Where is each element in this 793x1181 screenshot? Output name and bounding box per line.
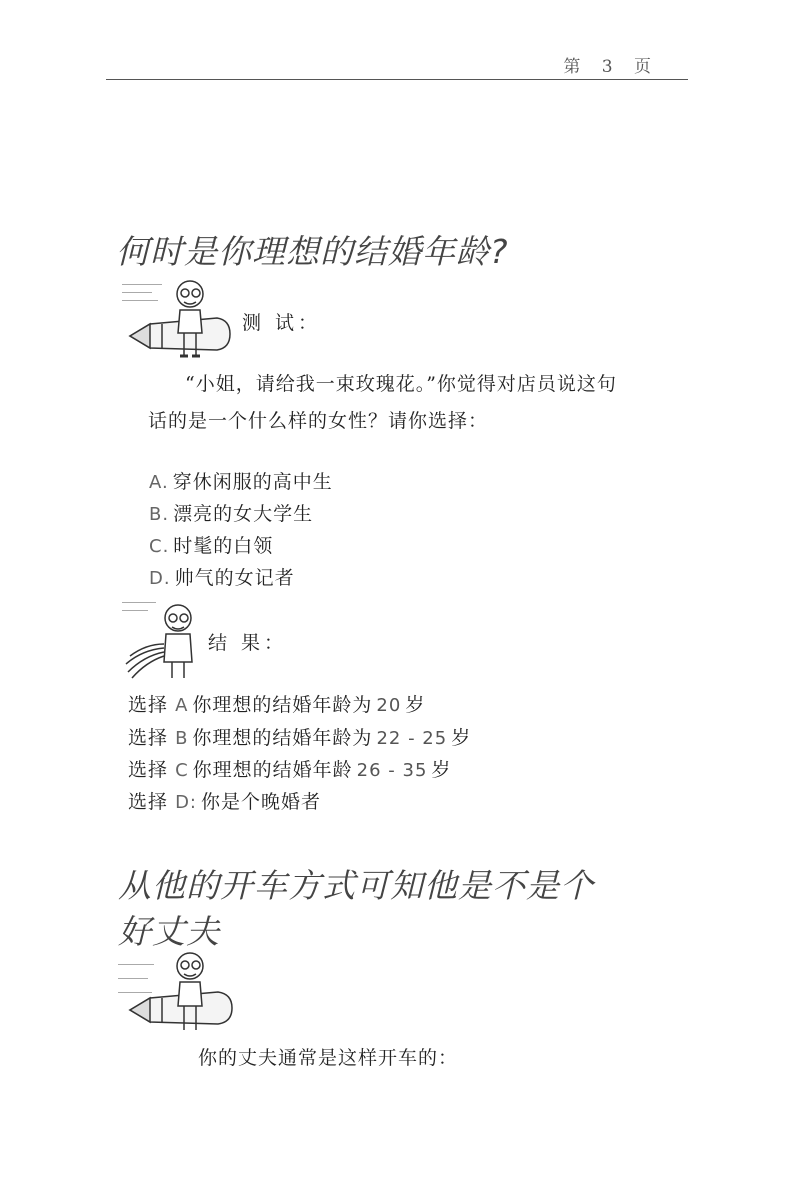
- result-suffix: 岁: [451, 727, 472, 749]
- result-row-c: [128, 755, 451, 782]
- section2-title-line-2: 好丈夫: [118, 912, 220, 951]
- result-row-b: [128, 723, 471, 750]
- result-prefix: 选择: [128, 791, 169, 813]
- result-row-d: [128, 787, 321, 814]
- section2-title-line-1: 从他的开车方式可知他是不是个: [118, 866, 594, 905]
- result-suffix: 岁: [405, 694, 426, 716]
- page-number: [551, 52, 653, 77]
- result-label: 结 果：: [208, 632, 288, 654]
- page-label-prefix: 第: [563, 57, 583, 77]
- option-letter: D.: [149, 568, 171, 589]
- result-suffix: 岁: [431, 759, 452, 781]
- result-letter: B: [175, 728, 189, 749]
- option-b: [149, 499, 313, 526]
- page-label-suffix: 页: [634, 57, 653, 77]
- result-age: 20: [376, 695, 402, 716]
- result-text: 你理想的结婚年龄为: [192, 694, 373, 716]
- result-age: 26 - 35: [356, 760, 428, 781]
- result-letter: C: [175, 760, 189, 781]
- result-row-a: [128, 690, 425, 717]
- result-prefix: 选择: [128, 694, 169, 716]
- section1-title: 何时是你理想的结婚年龄?: [116, 232, 509, 271]
- boy-with-pencil-illustration: [122, 278, 240, 362]
- option-letter: A.: [149, 472, 169, 493]
- option-c: [149, 531, 273, 558]
- result-text: 你理想的结婚年龄: [192, 759, 353, 781]
- question-line-2: 话的是一个什么样的女性？请你选择：: [148, 410, 489, 432]
- option-a: [149, 467, 333, 494]
- result-prefix: 选择: [128, 727, 169, 749]
- option-text: 穿休闲服的高中生: [172, 471, 333, 493]
- result-prefix: 选择: [128, 759, 169, 781]
- page-number-value: 3: [601, 57, 615, 77]
- boy-with-duster-illustration: [122, 600, 212, 682]
- option-text: 帅气的女记者: [174, 567, 295, 589]
- section2-intro: 你的丈夫通常是这样开车的：: [198, 1047, 459, 1069]
- result-text: 你是个晚婚者: [201, 791, 322, 813]
- option-text: 时髦的白领: [173, 535, 274, 557]
- result-letter: D:: [175, 792, 197, 813]
- option-letter: C.: [149, 536, 170, 557]
- boy-with-pencil-illustration-2: [118, 950, 240, 1034]
- option-text: 漂亮的女大学生: [173, 503, 314, 525]
- result-age: 22 - 25: [376, 728, 448, 749]
- option-letter: B.: [149, 504, 170, 525]
- result-letter: A: [175, 695, 189, 716]
- header-rule: [106, 79, 688, 80]
- option-d: [149, 563, 295, 590]
- result-text: 你理想的结婚年龄为: [192, 727, 373, 749]
- test-label: 测 试：: [242, 312, 322, 334]
- question-line-1: “小姐，请给我一束玫瑰花。”你觉得对店员说这句: [185, 373, 617, 395]
